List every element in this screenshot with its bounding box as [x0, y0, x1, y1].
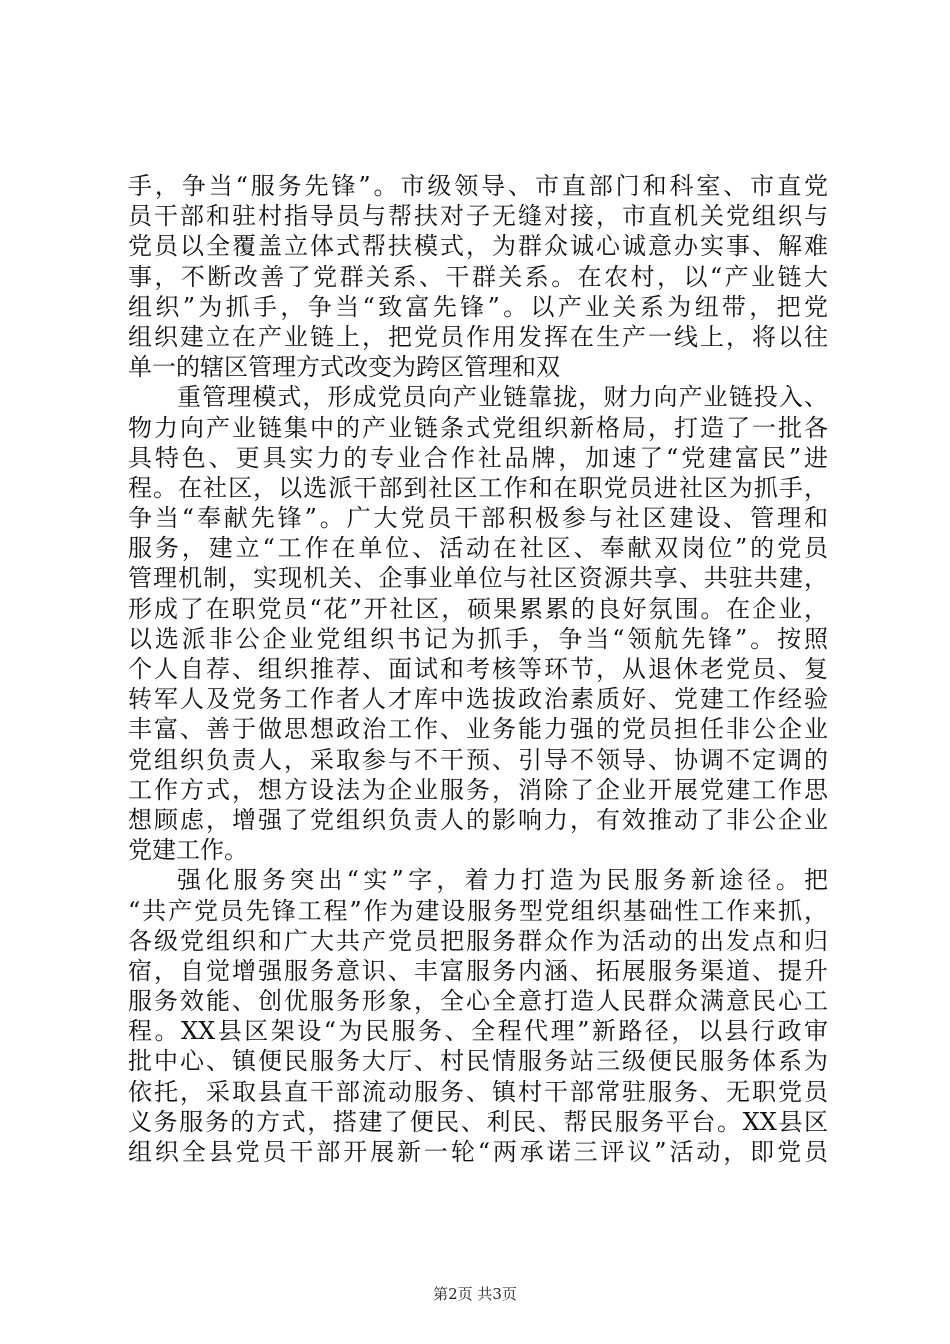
text-line: 具特色、更具实力的专业合作社品牌，加速了“党建富民”进 [128, 443, 828, 472]
text-line: 宿，自觉增强服务意识、丰富服务内涵、拓展服务渠道、提升 [128, 956, 828, 985]
text-line: 组织全县党员干部开展新一轮“两承诺三评议”活动，即党员 [128, 1138, 828, 1166]
text-line: 程。在社区，以选派干部到社区工作和在职党员进社区为抓手， [128, 473, 828, 502]
text-line: 组织建立在产业链上，把党员作用发挥在生产一线上，将以往 [128, 322, 828, 351]
page-footer: 第2页 共3页 [433, 1285, 517, 1303]
text-line: 强化服务突出“实”字，着力打造为民服务新途径。把 [177, 866, 828, 895]
text-line: 争当“奉献先锋”。广大党员干部积极参与社区建设、管理和 [128, 504, 828, 533]
text-line: 员干部和驻村指导员与帮扶对子无缝对接，市直机关党组织与 [128, 202, 828, 231]
text-line: 程。XX县区架设“为民服务、全程代理”新路径，以县行政审 [128, 1017, 828, 1046]
text-line: 物力向产业链集中的产业链条式党组织新格局，打造了一批各 [128, 413, 828, 442]
text-line: 服务，建立“工作在单位、活动在社区、奉献双岗位”的党员 [128, 534, 828, 563]
text-line: 党组织负责人，采取参与不干预、引导不领导、协调不定调的 [128, 745, 828, 774]
document-body [128, 171, 828, 1167]
text-line: “共产党员先锋工程”作为建设服务型党组织基础性工作来抓， [128, 896, 828, 925]
text-line: 组织”为抓手，争当“致富先锋”。以产业关系为纽带，把党 [128, 292, 828, 321]
text-line: 工作方式，想方设法为企业服务，消除了企业开展党建工作思 [128, 775, 828, 804]
text-line: 丰富、善于做思想政治工作、业务能力强的党员担任非公企业 [128, 715, 828, 744]
text-line: 事，不断改善了党群关系、干群关系。在农村，以“产业链大 [128, 262, 828, 291]
text-line: 服务效能、创优服务形象，全心全意打造人民群众满意民心工 [128, 987, 828, 1016]
text-line: 批中心、镇便民服务大厅、村民情服务站三级便民服务体系为 [128, 1047, 828, 1076]
text-line: 党员以全覆盖立体式帮扶模式，为群众诚心诚意办实事、解难 [128, 232, 828, 261]
text-line: 手，争当“服务先锋”。市级领导、市直部门和科室、市直党 [128, 172, 828, 200]
text-line: 管理机制，实现机关、企事业单位与社区资源共享、共驻共建， [128, 564, 828, 593]
text-line: 个人自荐、组织推荐、面试和考核等环节，从退休老党员、复 [128, 655, 828, 683]
text-line: 想顾虑，增强了党组织负责人的影响力，有效推动了非公企业 [128, 805, 828, 834]
text-line: 各级党组织和广大共产党员把服务群众作为活动的出发点和归 [128, 926, 828, 955]
text-line: 单一的辖区管理方式改变为跨区管理和双 [128, 353, 560, 382]
text-line: 依托，采取县直干部流动服务、镇村干部常驻服务、无职党员 [128, 1077, 828, 1106]
text-line: 党建工作。 [128, 836, 248, 865]
text-line: 重管理模式，形成党员向产业链靠拢，财力向产业链投入、 [177, 383, 828, 412]
text-line: 转军人及党务工作者人才库中选拔政治素质好、党建工作经验 [128, 685, 828, 714]
text-line: 义务服务的方式，搭建了便民、利民、帮民服务平台。XX县区 [128, 1107, 828, 1136]
text-line: 形成了在职党员“花”开社区，硕果累累的良好氛围。在企业， [128, 594, 828, 623]
text-line: 以选派非公企业党组织书记为抓手，争当“领航先锋”。按照 [128, 624, 828, 653]
